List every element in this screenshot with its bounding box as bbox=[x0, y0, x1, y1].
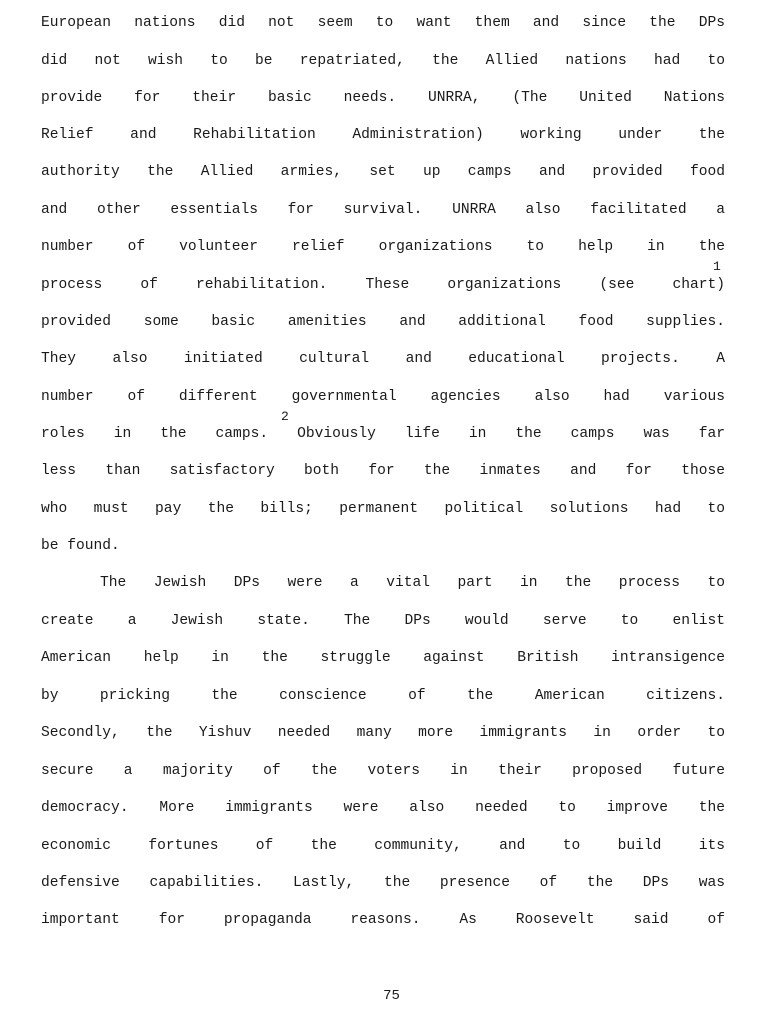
text-line: by pricking the conscience of the American citizens. bbox=[41, 688, 725, 704]
text-line: did not wish to be repatriated, the Allied nations had to bbox=[41, 53, 725, 69]
text-line: Secondly, the Yishuv needed many more immigrants in order to bbox=[41, 725, 725, 741]
text-line: be found. bbox=[41, 538, 120, 554]
text-line: The Jewish DPs were a vital part in the process to bbox=[100, 575, 725, 591]
text-line: defensive capabilities. Lastly, the presence of the DPs was bbox=[41, 875, 725, 891]
text-line: authority the Allied armies, set up camps and provided food bbox=[41, 164, 725, 180]
text-line: They also initiated cultural and educational projects. A bbox=[41, 351, 725, 367]
page-number: 75 bbox=[383, 988, 400, 1004]
text-line: number of volunteer relief organizations to help in the bbox=[41, 239, 725, 255]
footnote-mark: 2 bbox=[281, 409, 289, 424]
text-line: number of different governmental agencies also had various bbox=[41, 389, 725, 405]
text-line: important for propaganda reasons. As Roosevelt said of bbox=[41, 912, 725, 928]
text-line: Relief and Rehabilitation Administration) working under the bbox=[41, 127, 725, 143]
text-line: less than satisfactory both for the inmates and for those bbox=[41, 463, 725, 479]
text-line: provide for their basic needs. UNRRA, (The United Nations bbox=[41, 90, 725, 106]
footnote-mark: 1 bbox=[713, 259, 721, 274]
text-line: who must pay the bills; permanent political solutions had to bbox=[41, 501, 725, 517]
text-line: democracy. More immigrants were also needed to improve the bbox=[41, 800, 725, 816]
text-line: American help in the struggle against British intransigence bbox=[41, 650, 725, 666]
text-line: process of rehabilitation. These organizations (see chart) bbox=[41, 277, 725, 293]
text-line: create a Jewish state. The DPs would serve to enlist bbox=[41, 613, 725, 629]
text-line: provided some basic amenities and additional food supplies. bbox=[41, 314, 725, 330]
text-line: secure a majority of the voters in their proposed future bbox=[41, 763, 725, 779]
text-line: roles in the camps. Obviously life in the camps was far bbox=[41, 426, 725, 442]
text-line: economic fortunes of the community, and to build its bbox=[41, 838, 725, 854]
text-line: and other essentials for survival. UNRRA also facilitated a bbox=[41, 202, 725, 218]
text-line: European nations did not seem to want them and since the DPs bbox=[41, 15, 725, 31]
